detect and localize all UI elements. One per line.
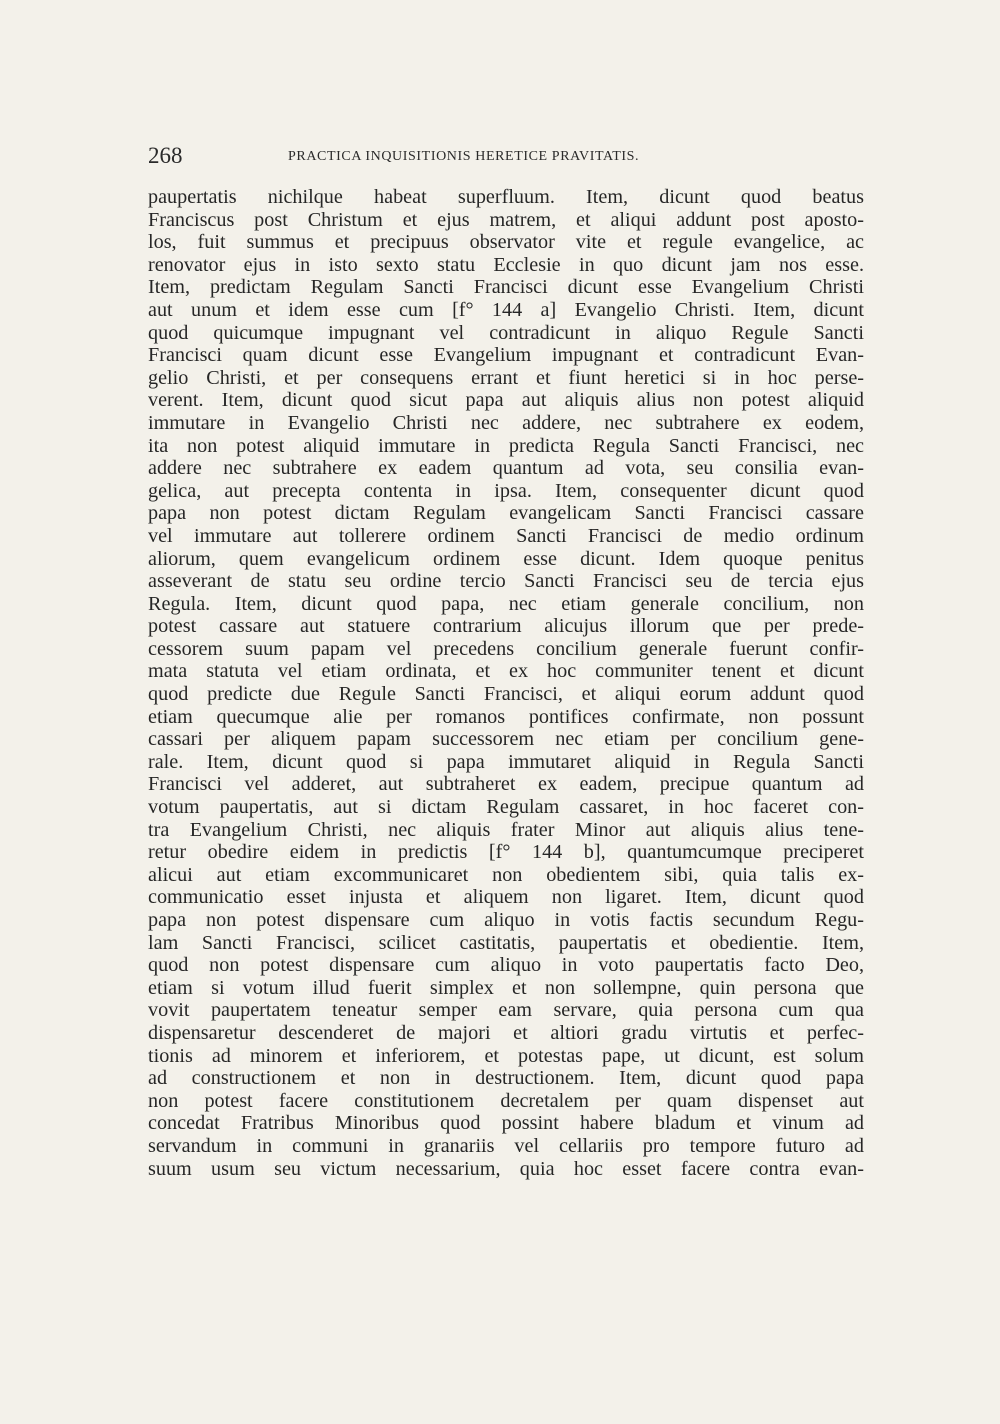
text-line: quod predicte due Regule Sancti Francisci, et aliqui eorum addunt quod xyxy=(148,683,864,706)
text-line: communicatio esset injusta et aliquem non ligaret. Item, dicunt quod xyxy=(148,886,864,909)
text-line: alicui aut etiam excommunicaret non obedientem sibi, quia talis ex- xyxy=(148,863,864,886)
text-line: etiam si votum illud fuerit simplex et non sollempne, quin persona que xyxy=(148,976,864,999)
text-line: renovator ejus in isto sexto statu Ecclesie in quo dicunt jam nos esse. xyxy=(148,253,864,276)
text-line: aut unum et idem esse cum [f° 144 a] Evangelio Christi. Item, dicunt xyxy=(148,298,864,321)
text-line: tra Evangelium Christi, nec aliquis frater Minor aut aliquis alius tene- xyxy=(148,818,864,841)
text-line: mata statuta vel etiam ordinata, et ex hoc communiter tenent et dicunt xyxy=(148,660,864,683)
text-line: suum usum seu victum necessarium, quia hoc esset facere contra evan- xyxy=(148,1157,864,1180)
text-line: tionis ad minorem et inferiorem, et potestas pape, ut dicunt, est solum xyxy=(148,1044,864,1067)
body-text xyxy=(148,186,864,1180)
running-title: PRACTICA INQUISITIONIS HERETICE PRAVITATIS. xyxy=(288,149,640,164)
text-line: vovit paupertatem teneatur semper eam servare, quia persona cum qua xyxy=(148,999,864,1022)
text-line: ita non potest aliquid immutare in predicta Regula Sancti Francisci, nec xyxy=(148,434,864,457)
text-line: dispensaretur descenderet de majori et altiori gradu virtutis et perfec- xyxy=(148,1021,864,1044)
text-line: asseverant de statu seu ordine tercio Sancti Francisci seu de tercia ejus xyxy=(148,570,864,593)
text-line: aliorum, quem evangelicum ordinem esse dicunt. Idem quoque penitus xyxy=(148,547,864,570)
text-line: potest cassare aut statuere contrarium alicujus illorum que per prede- xyxy=(148,615,864,638)
page-header xyxy=(148,143,868,173)
text-line: verent. Item, dicunt quod sicut papa aut aliquis alius non potest aliquid xyxy=(148,389,864,412)
text-line: gelio Christi, et per consequens errant et fiunt heretici si in hoc perse- xyxy=(148,366,864,389)
page-number: 268 xyxy=(148,143,183,168)
text-line: papa non potest dictam Regulam evangelicam Sancti Francisci cassare xyxy=(148,502,864,525)
text-line: ad constructionem et non in destructionem. Item, dicunt quod papa xyxy=(148,1067,864,1090)
text-line: votum paupertatis, aut si dictam Regulam cassaret, in hoc faceret con- xyxy=(148,796,864,819)
text-line: lam Sancti Francisci, scilicet castitatis, paupertatis et obedientie. Item, xyxy=(148,931,864,954)
text-line: addere nec subtrahere ex eadem quantum ad vota, seu consilia evan- xyxy=(148,457,864,480)
text-line: servandum in communi in granariis vel cellariis pro tempore futuro ad xyxy=(148,1134,864,1157)
text-line: retur obedire eidem in predictis [f° 144 b], quantumcumque preciperet xyxy=(148,841,864,864)
text-line: paupertatis nichilque habeat superfluum. Item, dicunt quod beatus xyxy=(148,186,864,208)
text-line: Item, predictam Regulam Sancti Francisci dicunt esse Evangelium Christi xyxy=(148,276,864,299)
text-line: immutare in Evangelio Christi nec addere, nec subtrahere ex eodem, xyxy=(148,411,864,434)
text-line: papa non potest dispensare cum aliquo in votis factis secundum Regu- xyxy=(148,909,864,931)
text-line: quod quicumque impugnant vel contradicunt in aliquo Regule Sancti xyxy=(148,321,864,344)
text-line: concedat Fratribus Minoribus quod possint habere bladum et vinum ad xyxy=(148,1112,864,1135)
text-line: cassari per aliquem papam successorem nec etiam per concilium gene- xyxy=(148,728,864,751)
text-line: Regula. Item, dicunt quod papa, nec etiam generale concilium, non xyxy=(148,592,864,615)
text-line: Franciscus post Christum et ejus matrem, et aliqui addunt post aposto- xyxy=(148,208,864,231)
text-line: quod non potest dispensare cum aliquo in voto paupertatis facto Deo, xyxy=(148,954,864,977)
text-line: rale. Item, dicunt quod si papa immutaret aliquid in Regula Sancti xyxy=(148,750,864,773)
text-line: Francisci vel adderet, aut subtraheret ex eadem, precipue quantum ad xyxy=(148,773,864,796)
text-line: vel immutare aut tollerere ordinem Sancti Francisci de medio ordinum xyxy=(148,524,864,547)
text-line: Francisci quam dicunt esse Evangelium impugnant et contradicunt Evan- xyxy=(148,344,864,367)
text-line: non potest facere constitutionem decretalem per quam dispenset aut xyxy=(148,1089,864,1112)
text-line: cessorem suum papam vel precedens concilium generale fuerunt confir- xyxy=(148,637,864,660)
text-line: gelica, aut precepta contenta in ipsa. Item, consequenter dicunt quod xyxy=(148,479,864,502)
text-line: los, fuit summus et precipuus observator vite et regule evangelice, ac xyxy=(148,231,864,254)
text-line: etiam quecumque alie per romanos pontifices confirmate, non possunt xyxy=(148,705,864,728)
